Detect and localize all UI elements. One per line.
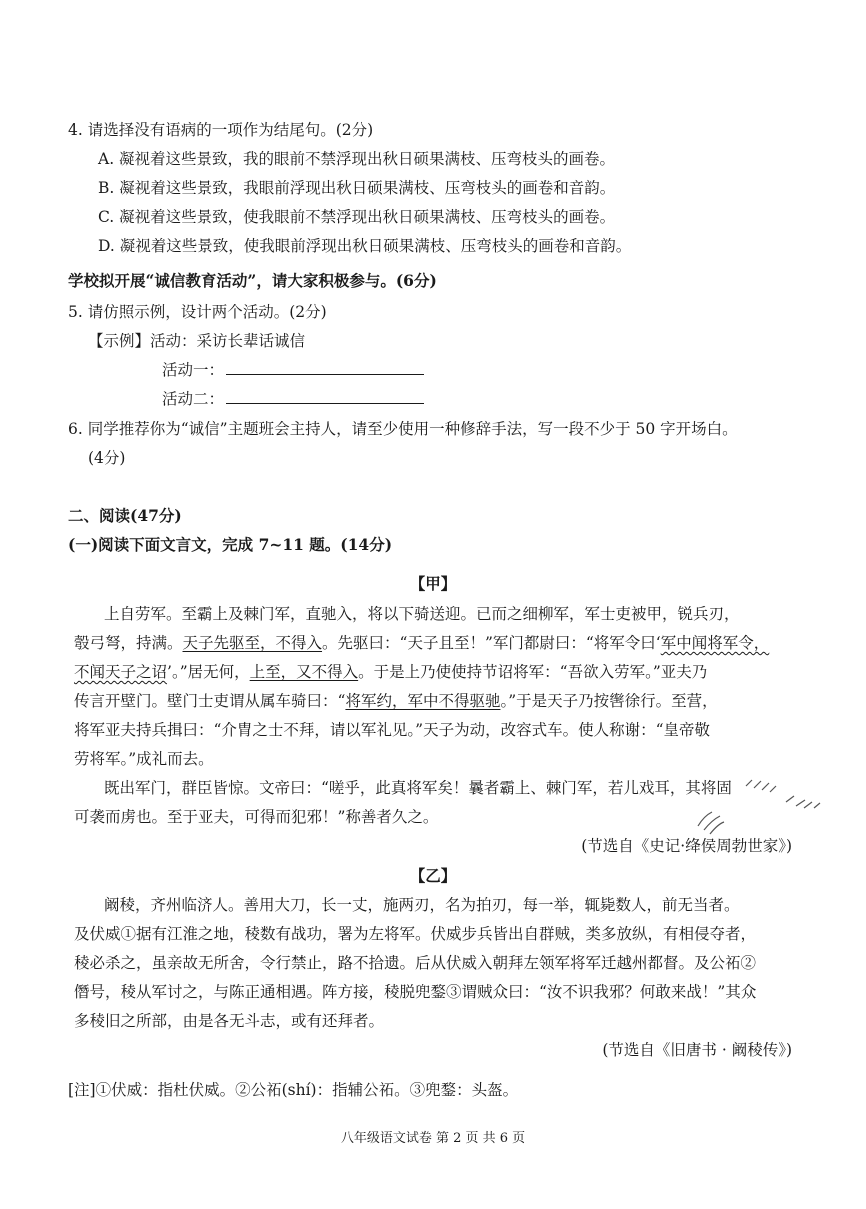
yi-line-4: 僭号，稜从军讨之，与陈正通相遇。阵方接，稜脱兜鍪③谓贼众曰：“汝不识我邪？何敢来战！”其众 (74, 983, 757, 1001)
yi-line-2: 及伏威①据有江淮之地，稜数有战功，署为左将军。伏威步兵皆出自群贼，类多放纵，有相侵夺者， (74, 925, 757, 943)
q5-activity1-blank[interactable] (226, 360, 424, 375)
jia-line-2 (74, 633, 769, 653)
jia-underlined-1: 天子先驱至，不得入 (182, 634, 323, 652)
jia-line-6: 劳将军。”成礼而去。 (74, 750, 214, 768)
q4-option-b: B. 凝视着这些景致，我眼前浮现出秋日硕果满枝、压弯枝头的画卷和音韵。 (98, 179, 616, 197)
jia-line-2-a: 彀弓弩，持满。 (74, 634, 183, 652)
jia-wavy-1: 军中闻将军令， (660, 634, 770, 652)
activity-intro: 学校拟开展“诚信教育活动”，请大家积极参与。(6分) (68, 271, 437, 290)
q4-option-c: C. 凝视着这些景致，使我眼前不禁浮现出秋日硕果满枝、压弯枝头的画卷。 (98, 208, 616, 226)
q4-stem: 4. 请选择没有语病的一项作为结尾句。(2分) (68, 121, 374, 139)
section2-title: 二、阅读(47分) (68, 506, 182, 525)
jia-line-7: 既出军门，群臣皆惊。文帝曰：“嗟乎，此真将军矣！曩者霸上、棘门军，若儿戏耳，其将固 (104, 779, 732, 797)
jia-line-4-c: 。”于是天子乃按辔徐行。至营， (500, 692, 718, 710)
yi-line-3: 稜必杀之，虽亲故无所舍，令行禁止，路不拾遗。后从伏威入朝拜左领军将军迁越州都督。及公祏② (74, 954, 757, 972)
jia-line-1: 上自劳军。至霸上及棘门军，直驰入，将以下骑送迎。已而之细柳军，军士吏被甲，锐兵刃， (104, 605, 740, 623)
jia-line-3-d: 。于是上乃使使持节诏将军：“吾欲入劳军。”亚夫乃 (358, 663, 708, 681)
jia-line-3 (74, 662, 707, 682)
jia-wavy-2: 不闻天子之诏 (74, 663, 168, 681)
jia-line-5: 将军亚夫持兵揖曰：“介胄之士不拜，请以军礼见。”天子为动，改容式车。使人称谢：“皇帝敬 (74, 721, 711, 739)
section2-subtitle: (一)阅读下面文言文，完成 7~11 题。(14分) (68, 535, 393, 554)
q5-activity2-blank[interactable] (226, 389, 424, 404)
jia-line-4-a: 传言开壁门。壁门士吏谓从属车骑曰：“ (74, 692, 346, 710)
jia-underlined-3: 将军约，军中不得驱驰 (345, 692, 501, 710)
jia-line-4 (74, 691, 718, 711)
q6-line1: 6. 同学推荐你为“诚信”主题班会主持人，请至少使用一种修辞手法，写一段不少于 50 字开场白。 (68, 420, 738, 438)
jia-line-8: 可袭而虏也。至于亚夫，可得而犯邪！”称善者久之。 (74, 808, 439, 826)
page-footer: 八年级语文试卷 第 2 页 共 6 页 (340, 1131, 526, 1146)
yi-source: (节选自《旧唐书 · 阚稜传》) (602, 1041, 792, 1059)
annotation-notes: [注]①伏威：指杜伏威。②公祏(shí)：指辅公祏。③兜鍪：头盔。 (68, 1081, 519, 1099)
q5-activity2-label: 活动二： (162, 390, 225, 408)
q4-option-a: A. 凝视着这些景致，我的眼前不禁浮现出秋日硕果满枝、压弯枝头的画卷。 (98, 150, 616, 168)
q6-line2: (4分) (88, 449, 126, 467)
q4-option-d: D. 凝视着这些景致，使我眼前浮现出秋日硕果满枝、压弯枝头的画卷和音韵。 (98, 237, 632, 255)
q5-activity2 (162, 389, 424, 409)
jia-line-2-c: 。先驱曰：“天子且至！”军门都尉曰：“将军令曰‘ (322, 634, 661, 652)
passage-yi-title: 【乙】 (409, 866, 457, 885)
jia-source: (节选自《史记·绛侯周勃世家》) (581, 837, 792, 855)
q5-activity1 (162, 360, 424, 380)
jia-underlined-2: 上至，又不得入 (249, 663, 359, 681)
jia-line-3-b: ’。”居无何， (167, 663, 250, 681)
yi-line-5: 多稜旧之所部，由是各无斗志，或有还拜者。 (74, 1012, 385, 1030)
passage-jia-title: 【甲】 (409, 574, 457, 593)
scan-smudge-mark (676, 778, 826, 838)
yi-line-1: 阚稜，齐州临济人。善用大刀，长一丈，施两刃，名为拍刃，每一举，辄毙数人，前无当者。 (104, 896, 740, 914)
q5-activity1-label: 活动一： (162, 361, 225, 379)
q5-example: 【示例】活动：采访长辈话诚信 (88, 332, 306, 350)
q5-stem: 5. 请仿照示例，设计两个活动。(2分) (68, 303, 327, 321)
